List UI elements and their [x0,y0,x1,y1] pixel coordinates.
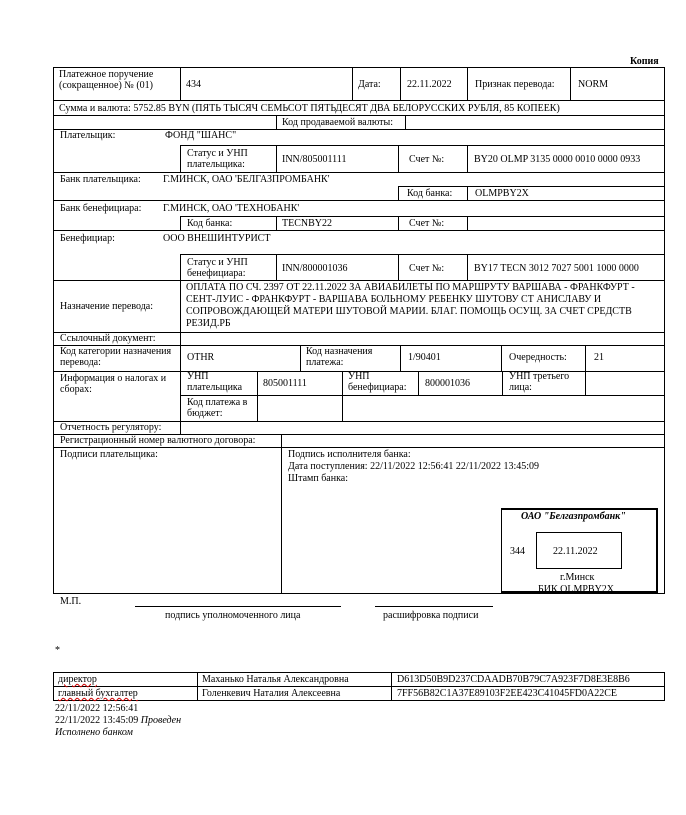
stamp-number: 344 [510,546,525,557]
stamp-bank-name: ОАО "Белгазпромбанк" [521,511,626,522]
date-label: Дата: [358,79,381,90]
beneficiary-status-unp-label: Статус и УНП бенефициара: [187,257,248,279]
payer-account-label: Счет №: [409,154,445,165]
priority-value: 21 [594,352,604,363]
executor-signature-label: Подпись исполнителя банка: [288,449,411,460]
transfer-sign-label: Признак перевода: [475,79,555,90]
sold-currency-label: Код продаваемой валюты: [282,117,394,128]
footer-processed-line [55,715,181,726]
date-value: 22.11.2022 [407,79,452,90]
bank-stamp-label: Штамп банка: [288,473,348,484]
footer-processed-status: Проведен [140,715,182,726]
reference-doc-label: Ссылочный документ: [60,333,156,344]
beneficiary-bank-code-value: TECNBY22 [282,218,332,229]
signer-role: главный бухгалтер [58,688,138,699]
signer-role: директор [58,674,97,685]
priority-label: Очередность: [509,352,567,363]
payer-account-value: BY20 OLMP 3135 0000 0010 0000 0933 [474,154,641,165]
footer-processed-time: 22/11/2022 13:45:09 [55,715,139,726]
beneficiary-account-value: BY17 TECN 3012 7027 5001 1000 0000 [474,263,639,274]
beneficiary-status-unp-value: INN/800001036 [282,263,348,274]
mp-label: М.П. [60,596,82,607]
payer-signatures-label: Подписи плательщика: [60,449,158,460]
beneficiary-bank-value: Г.МИНСК, ОАО 'ТЕХНОБАНК' [163,203,300,214]
payer-label: Плательщик: [60,130,116,141]
contract-label: Регистрационный номер валютного договора: [60,435,256,446]
amount-line: Сумма и валюта: 5752.85 BYN (ПЯТЬ ТЫСЯЧ СЕМЬСОТ ПЯТЬДЕСЯТ ДВА БЕЛОРУССКИХ РУБЛЯ, 85 КОПЕЕК) [59,103,560,114]
payer-bank-code-label: Код банка: [407,188,453,199]
payer-status-unp-value: INN/805001111 [282,154,347,165]
doc-number: 434 [186,79,201,90]
asterisk-mark: * [55,645,60,656]
signer-name: Голенкевич Наталия Алексеевна [202,688,341,699]
signer-hash: D613D50B9D237CDAADB70B79C7A923F7D8E3E8B6 [397,674,630,685]
receipt-date-line: Дата поступления: 22/11/2022 12:56:41 22/11/2022 13:45:09 [288,461,540,472]
category-label: Код категории назначения перевода: [60,346,172,368]
budget-code-label: Код платежа в бюджет: [187,397,248,419]
unp-payer-label: УНП плательщика [187,371,243,393]
footer-executed: Исполнено банком [55,727,133,738]
category-value: OTHR [187,352,215,363]
stamp-bic: БИК OLMPBY2X [538,584,615,595]
payer-bank-code-value: OLMPBY2X [475,188,529,199]
beneficiary-label: Бенефициар: [60,233,115,244]
payer-status-unp-label: Статус и УНП плательщика: [187,148,248,170]
regulator-label: Отчетность регулятору: [60,422,162,433]
transfer-sign-value: NORM [578,79,609,90]
stamp-city: г.Минск [560,572,595,583]
footer-timestamp: 22/11/2022 12:56:41 [55,703,139,714]
signature-decode-caption: расшифровка подписи [383,610,479,621]
signer-name: Маханько Наталья Александровна [202,674,349,685]
stamp-date: 22.11.2022 [553,546,598,557]
unp-third-party-label: УНП третьего лица: [509,371,570,393]
purpose-text: ОПЛАТА ПО СЧ. 2397 ОТ 22.11.2022 ЗА АВИАБИЛЕТЫ ПО МАРШРУТУ ВАРШАВА - ФРАНКФУРТ - СЕНТ-ЛУИС - ФРАНКФУРТ - ВАРШАВА БОЛЬНОМУ РЕБЕНКУ ШУТОВУ СТ АНИСЛАВУ И СОПРОВОЖДАЮЩЕЙ МАТЕРИ ШУТОВОЙ МАРИИ. БЛАГ. ПОМОЩЬ ОСУЩ. ЗА СЧЕТ СРЕДСТВ РЕЗИД.РБ [186,282,635,329]
payer-bank-label: Банк плательщика: [60,174,141,185]
unp-beneficiary-label: УНП бенефициара: [348,371,407,393]
beneficiary-account-label: Счет №: [409,263,445,274]
purpose-label: Назначение перевода: [60,301,154,312]
purpose-code-value: 1/90401 [408,352,441,363]
beneficiary-bank-account-label: Счет №: [409,218,445,229]
unp-payer-value: 805001111 [263,378,307,389]
payer-name: ФОНД "ШАНС" [165,130,237,141]
beneficiary-name: ООО ВНЕШИНТУРИСТ [163,233,271,244]
purpose-code-label: Код назначения платежа: [306,346,373,368]
beneficiary-bank-label: Банк бенефициара: [60,203,142,214]
auth-signature-caption: подпись уполномоченного лица [165,610,301,621]
signer-hash: 7FF56B82C1A37E89103F2EE423C41045FD0A22CE [397,688,618,699]
copy-label: Копия [630,56,659,67]
unp-beneficiary-value: 800001036 [425,378,470,389]
taxes-label: Информация о налогах и сборах: [60,373,167,395]
doc-label: Платежное поручение (сокращенное) № (01) [59,69,154,91]
beneficiary-bank-code-label: Код банка: [187,218,233,229]
payer-bank-value: Г.МИНСК, ОАО 'БЕЛГАЗПРОМБАНК' [163,174,330,185]
